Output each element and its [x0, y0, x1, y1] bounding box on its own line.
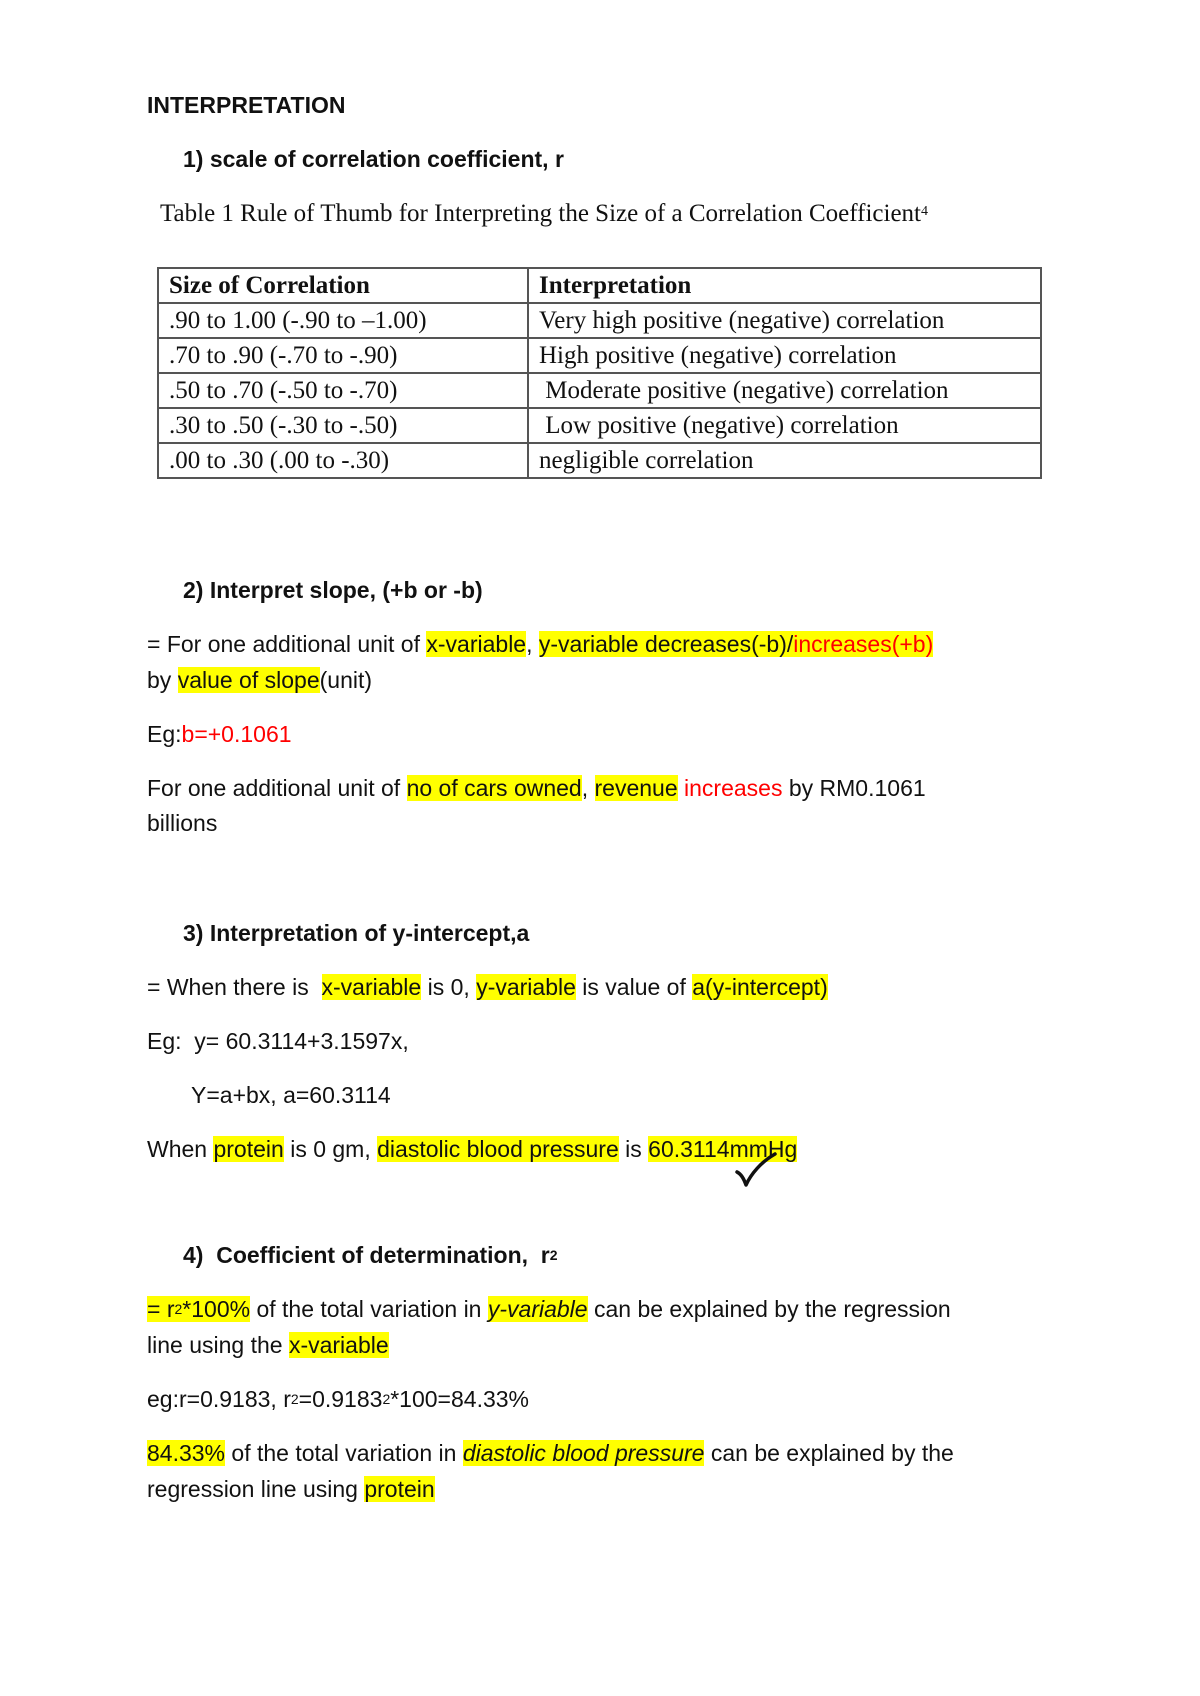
- intercept-definition: [147, 972, 828, 1002]
- superscript: 2: [549, 1247, 558, 1263]
- slope-definition-line-2: [147, 665, 372, 695]
- highlight-x-variable: x-variable: [321, 974, 422, 1000]
- section-3-heading: 3) Interpretation of y-intercept,a: [183, 920, 530, 946]
- section-1-heading: 1) scale of correlation coefficient, r: [183, 146, 564, 172]
- slope-definition-line-1: [147, 629, 933, 659]
- table-cell: Moderate positive (negative) correlation: [528, 373, 1041, 408]
- determination-interpretation-line-2: [147, 1474, 435, 1504]
- text-run: *100%: [182, 1296, 251, 1322]
- text-run: For one additional unit of: [147, 775, 407, 801]
- text-run: *100=84.33%: [390, 1386, 529, 1412]
- highlight-y-variable: y-variable: [487, 1296, 588, 1322]
- table-row: [158, 443, 1041, 478]
- slope-example: [147, 719, 292, 749]
- table-caption-footnote: 4: [921, 204, 928, 219]
- checkmark-icon: [735, 1152, 777, 1188]
- highlight-r-squared: [147, 1296, 250, 1322]
- text-run: (unit): [319, 667, 373, 693]
- table-cell: Low positive (negative) correlation: [528, 408, 1041, 443]
- text-run: is: [618, 1136, 649, 1162]
- text-run: When: [147, 1136, 214, 1162]
- text-run: regression line using: [147, 1476, 365, 1502]
- page-title: INTERPRETATION: [147, 92, 346, 118]
- text-run: is value of: [575, 974, 693, 1000]
- highlight-value-of-slope: value of slope: [177, 667, 320, 693]
- text-run: = For one additional unit of: [147, 631, 427, 657]
- heading-text: 4) Coefficient of determination, r: [183, 1242, 550, 1268]
- text-run: =0.9183: [298, 1386, 383, 1412]
- table-cell: .30 to .50 (-.30 to -.50): [158, 408, 528, 443]
- slope-interpretation-line-2: billions: [147, 810, 218, 836]
- highlight-y-variable: y-variable decreases(-b)/: [538, 631, 794, 657]
- table-cell: High positive (negative) correlation: [528, 338, 1041, 373]
- superscript: 2: [382, 1391, 391, 1407]
- table-cell: .90 to 1.00 (-.90 to –1.00): [158, 303, 528, 338]
- text-run: line using the: [147, 1332, 289, 1358]
- text-run: can be explained by the: [704, 1440, 954, 1466]
- text-run: Eg:: [147, 721, 182, 747]
- table-cell: .50 to .70 (-.50 to -.70): [158, 373, 528, 408]
- text-run: is 0,: [421, 974, 477, 1000]
- table-row: [158, 338, 1041, 373]
- table-header-row: [158, 268, 1041, 303]
- increases-text: increases: [684, 775, 783, 801]
- determination-definition-line-1: [147, 1294, 951, 1324]
- superscript: 2: [290, 1391, 299, 1407]
- highlight-percentage: 84.33%: [147, 1440, 226, 1466]
- text-run: eg:r=0.9183, r: [147, 1386, 291, 1412]
- text-run: is 0 gm,: [283, 1136, 378, 1162]
- section-4-heading: [183, 1240, 558, 1270]
- highlight-no-of-cars: no of cars owned: [406, 775, 582, 801]
- highlight-protein: protein: [213, 1136, 284, 1162]
- table-caption: [160, 200, 928, 228]
- intercept-interpretation: [147, 1134, 797, 1164]
- determination-definition-line-2: [147, 1330, 389, 1360]
- slope-interpretation-line-1: [147, 773, 926, 803]
- intercept-example-equation: Eg: y= 60.3114+3.1597x,: [147, 1028, 409, 1054]
- text-run: of the total variation in: [225, 1440, 463, 1466]
- table-row: [158, 303, 1041, 338]
- table-header-cell: Size of Correlation: [158, 268, 528, 303]
- highlight-x-variable: x-variable: [426, 631, 527, 657]
- highlight-revenue: revenue: [594, 775, 678, 801]
- slope-value: b=+0.1061: [181, 721, 292, 747]
- table-row: [158, 373, 1041, 408]
- highlight-intercept-value: 60.3114mmHg: [648, 1136, 798, 1162]
- text-run: = When there is: [147, 974, 322, 1000]
- intercept-example-form: Y=a+bx, a=60.3114: [191, 1082, 391, 1108]
- table-cell: .70 to .90 (-.70 to -.90): [158, 338, 528, 373]
- text-run: by RM0.1061: [782, 775, 926, 801]
- text-run: ,: [526, 631, 539, 657]
- determination-interpretation-line-1: [147, 1438, 954, 1468]
- text-run: = r: [147, 1296, 175, 1322]
- correlation-table: [157, 267, 1042, 479]
- table-row: [158, 408, 1041, 443]
- table-header-cell: Interpretation: [528, 268, 1041, 303]
- highlight-increases: increases(+b): [793, 631, 934, 657]
- section-2-heading: 2) Interpret slope, (+b or -b): [183, 577, 483, 603]
- superscript: 2: [174, 1301, 183, 1317]
- table-cell: .00 to .30 (.00 to -.30): [158, 443, 528, 478]
- highlight-y-variable: y-variable: [476, 974, 576, 1000]
- determination-example: [147, 1384, 529, 1414]
- highlight-x-variable: x-variable: [288, 1332, 389, 1358]
- highlight-protein: protein: [364, 1476, 435, 1502]
- table-caption-text: Table 1 Rule of Thumb for Interpreting the Size of a Correlation Coefficient: [160, 200, 921, 227]
- highlight-diastolic-bp: diastolic blood pressure: [377, 1136, 619, 1162]
- highlight-diastolic-bp: diastolic blood pressure: [462, 1440, 705, 1466]
- table-cell: Very high positive (negative) correlation: [528, 303, 1041, 338]
- highlight-y-intercept: a(y-intercept): [692, 974, 828, 1000]
- text-run: ,: [581, 775, 595, 801]
- text-run: by: [147, 667, 178, 693]
- text-run: can be explained by the regression: [587, 1296, 951, 1322]
- text-run: of the total variation in: [250, 1296, 488, 1322]
- table-cell: negligible correlation: [528, 443, 1041, 478]
